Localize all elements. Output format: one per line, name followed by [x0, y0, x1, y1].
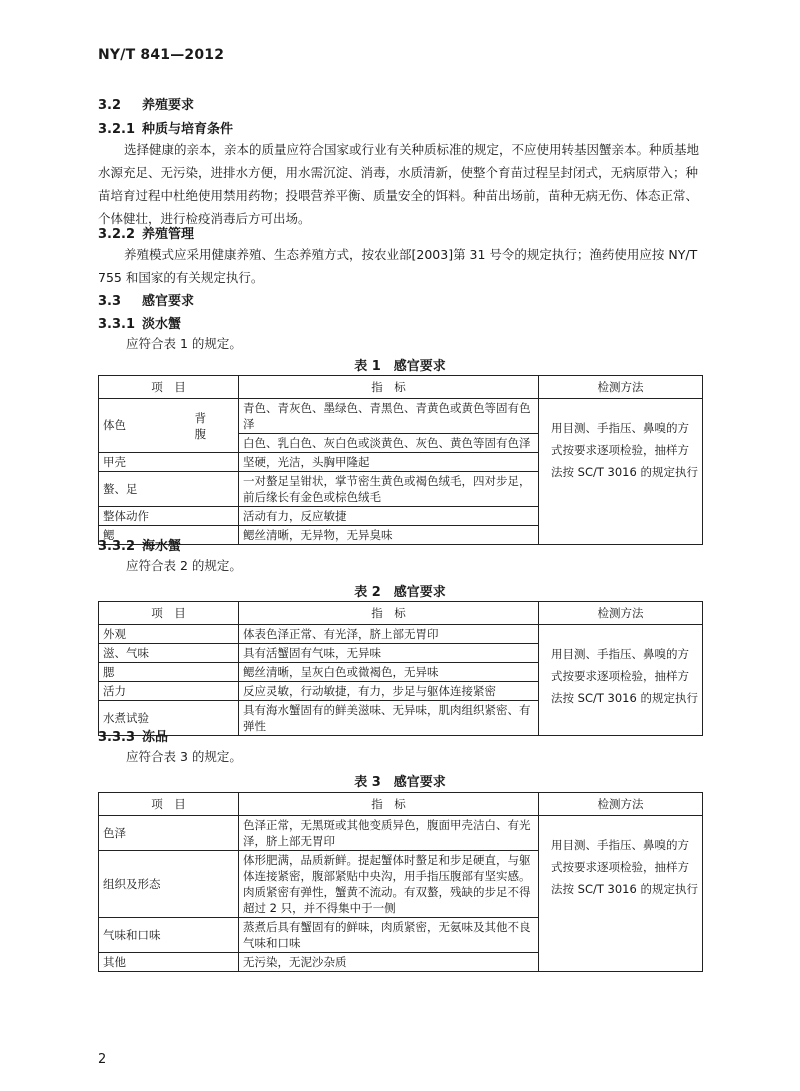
- section-3-3-1-text: 应符合表 1 的规定。: [126, 336, 242, 351]
- row-indicator: 无污染，无泥沙杂质: [239, 953, 539, 972]
- table-row: [99, 816, 703, 851]
- row-item: 整体动作: [99, 507, 239, 526]
- section-number: 3.3.1: [98, 317, 136, 332]
- row-indicator: 鳃丝清晰，无异物，无异臭味: [239, 526, 539, 545]
- section-title: 养殖要求: [142, 98, 195, 113]
- row-indicator: 反应灵敏，行动敏捷，有力，步足与躯体连接紧密: [239, 682, 539, 701]
- row-item-label: 体色: [103, 418, 126, 432]
- header-method: 检测方法: [539, 793, 703, 816]
- row-sub-label: 背: [194, 410, 207, 425]
- row-item: 气味和口味: [99, 918, 239, 953]
- table-3-caption: 表 3 感官要求: [354, 775, 446, 790]
- section-number: 3.3.2: [98, 539, 136, 554]
- header-method: 检测方法: [539, 376, 703, 399]
- header-item: 项 目: [99, 793, 239, 816]
- table-3-method: 用目测、手指压、鼻嗅的方式按要求逐项检验，抽样方法按 SC/T 3016 的规定执行: [539, 816, 703, 972]
- row-item: [99, 399, 239, 453]
- row-item: 螯、足: [99, 472, 239, 507]
- standard-code-header: NY/T 841—2012: [98, 47, 225, 63]
- header-item: 项 目: [99, 376, 239, 399]
- section-title: 种质与培育条件: [142, 122, 234, 137]
- row-indicator: 体形肥满，品质新鲜。提起蟹体时螯足和步足硬直，与躯体连接紧密，腹部紧贴中央沟，用手指压腹部有坚实感。肉质紧密有弹性，蟹黄不流动。有双螯，残缺的步足不得超过 2 只，并不得集中于一侧: [239, 851, 539, 918]
- row-item: 滋、气味: [99, 644, 239, 663]
- section-title: 淡水蟹: [142, 317, 182, 332]
- section-number: 3.3: [98, 294, 122, 309]
- section-number: 3.2: [98, 98, 122, 113]
- table-3: [98, 792, 703, 972]
- section-3-3-2-heading: [98, 535, 181, 554]
- header-indicator: 指 标: [239, 793, 539, 816]
- section-title: 海水蟹: [142, 539, 182, 554]
- section-3-3-heading: [98, 290, 194, 309]
- section-number: 3.2.2: [98, 227, 136, 242]
- row-item: 甲壳: [99, 453, 239, 472]
- header-indicator: 指 标: [239, 602, 539, 625]
- row-item: 腮: [99, 663, 239, 682]
- table-header-row: [99, 793, 703, 816]
- row-item: 鳃: [99, 526, 239, 545]
- row-indicator: 活动有力，反应敏捷: [239, 507, 539, 526]
- table-header-row: [99, 376, 703, 399]
- section-3-2-heading: [98, 94, 194, 113]
- row-sub-label: 腹: [194, 426, 207, 441]
- row-item: 其他: [99, 953, 239, 972]
- table-row: [99, 399, 703, 434]
- row-item: 组织及形态: [99, 851, 239, 918]
- section-number: 3.2.1: [98, 122, 136, 137]
- table-1: [98, 375, 703, 545]
- section-3-3-1-heading: [98, 313, 181, 332]
- header-method: 检测方法: [539, 602, 703, 625]
- row-indicator: 具有海水蟹固有的鲜美滋味、无异味，肌肉组织紧密、有弹性: [239, 701, 539, 736]
- row-indicator: 鳃丝清晰，呈灰白色或微褐色，无异味: [239, 663, 539, 682]
- section-3-2-1-heading: [98, 118, 233, 137]
- row-item: 色泽: [99, 816, 239, 851]
- table-1-method: 用目测、手指压、鼻嗅的方式按要求逐项检验，抽样方法按 SC/T 3016 的规定执行: [539, 399, 703, 545]
- row-indicator: 坚硬，光洁，头胸甲隆起: [239, 453, 539, 472]
- table-2: [98, 601, 703, 736]
- row-item: 水煮试验: [99, 701, 239, 736]
- row-indicator: 青色、青灰色、墨绿色、青黑色、青黄色或黄色等固有色泽: [239, 399, 539, 434]
- section-3-2-2-heading: [98, 223, 194, 242]
- section-title: 冻品: [142, 730, 169, 745]
- header-item: 项 目: [99, 602, 239, 625]
- row-indicator: 一对螯足呈钳状，掌节密生黄色或褐色绒毛，四对步足，前后缘长有金色或棕色绒毛: [239, 472, 539, 507]
- row-indicator: 白色、乳白色、灰白色或淡黄色、灰色、黄色等固有色泽: [239, 434, 539, 453]
- table-2-method: 用目测、手指压、鼻嗅的方式按要求逐项检验，抽样方法按 SC/T 3016 的规定执行: [539, 625, 703, 736]
- section-3-2-2-paragraph: 养殖模式应采用健康养殖、生态养殖方式，按农业部[2003]第 31 号令的规定执行；渔药使用应按 NY/T 755 和国家的有关规定执行。: [98, 247, 698, 285]
- section-title: 养殖管理: [142, 227, 195, 242]
- section-number: 3.3.3: [98, 730, 136, 745]
- header-indicator: 指 标: [239, 376, 539, 399]
- page-number: 2: [98, 1052, 107, 1067]
- table-1-caption: 表 1 感官要求: [354, 359, 446, 374]
- table-2-caption: 表 2 感官要求: [354, 585, 446, 600]
- section-3-3-3-heading: [98, 726, 168, 745]
- table-row: [99, 625, 703, 644]
- section-3-2-1-paragraph: 选择健康的亲本，亲本的质量应符合国家或行业有关种质标准的规定，不应使用转基因蟹亲本。种质基地水源充足、无污染，进排水方便，用水需沉淀、消毒，水质清新，使整个育苗过程呈封闭式，无病原带入；种苗培育过程中杜绝使用禁用药物；投喂营养平衡、质量安全的饵料。种苗出场前，苗种无病无伤、体态正常、个体健壮，进行检疫消毒后方可出场。: [98, 142, 700, 226]
- section-title: 感官要求: [142, 294, 195, 309]
- row-indicator: 具有活蟹固有气味，无异味: [239, 644, 539, 663]
- row-indicator: 色泽正常，无黑斑或其他变质异色，腹面甲壳洁白、有光泽，脐上部无胃印: [239, 816, 539, 851]
- row-item: 活力: [99, 682, 239, 701]
- row-item: 外观: [99, 625, 239, 644]
- row-indicator: 体表色泽正常、有光泽，脐上部无胃印: [239, 625, 539, 644]
- table-header-row: [99, 602, 703, 625]
- section-3-3-2-text: 应符合表 2 的规定。: [126, 558, 242, 573]
- row-indicator: 蒸煮后具有蟹固有的鲜味，肉质紧密，无氨味及其他不良气味和口味: [239, 918, 539, 953]
- section-3-3-3-text: 应符合表 3 的规定。: [126, 749, 242, 764]
